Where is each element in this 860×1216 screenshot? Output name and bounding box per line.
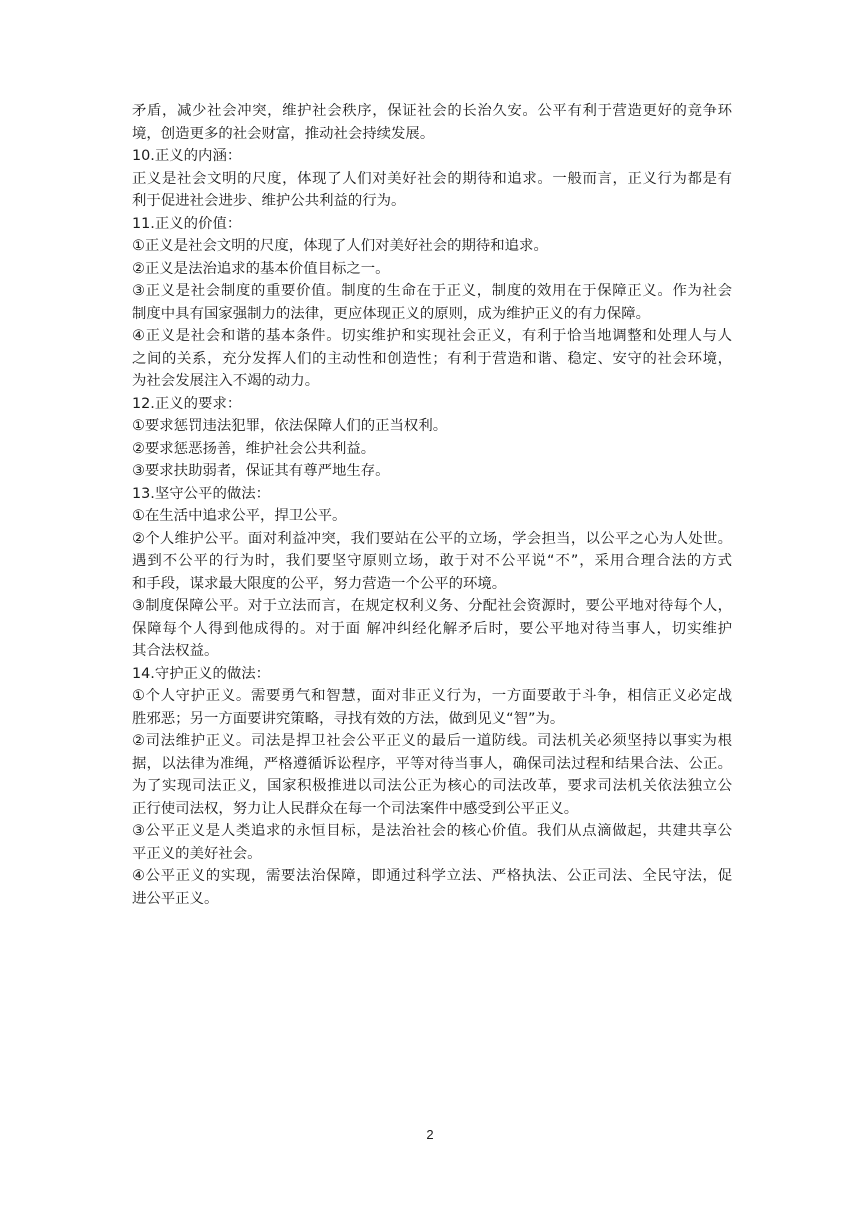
text-line: ③公平正义是人类追求的永恒目标，是法治社会的核心价值。我们从点滴做起，共建共享公 (132, 823, 732, 839)
text-line: 14.守护正义的做法： (132, 665, 271, 682)
text-line: 11.正义的价值： (132, 215, 242, 232)
text-line: 之间的关系，充分发挥人们的主动性和创造性；有利于营造和谐、稳定、安守的社会环境， (132, 350, 732, 367)
text-line: ①在生活中追求公平，捍卫公平。 (132, 508, 347, 524)
text-line: ①要求惩罚违法犯罪，依法保障人们的正当权利。 (132, 418, 448, 434)
text-line: ④公平正义的实现，需要法治保障，即通过科学立法、严格执法、公正司法、全民守法，促 (132, 868, 732, 884)
text-line: 10.正义的内涵： (132, 148, 242, 164)
text-line: ③要求扶助弱者，保证其有尊严地生存。 (132, 463, 390, 479)
page-number: 2 (426, 1127, 434, 1142)
text-line: 其合法权益。 (132, 643, 219, 659)
text-line: 正行使司法权，努力让人民群众在每一个司法案件中感受到公平正义。 (132, 800, 579, 817)
text-line: 13.坚守公平的做法： (132, 485, 271, 502)
text-line: 为了实现司法正义，国家积极推进以司法公正为核心的司法改革，要求司法机关依法独立公 (132, 778, 732, 794)
text-line: 矛盾，减少社会冲突，维护社会秩序，保证社会的长治久安。公平有利于营造更好的竞争环 (132, 103, 732, 119)
text-line: 和手段，谋求最大限度的公平，努力营造一个公平的环境。 (132, 575, 507, 592)
text-line: 利于促进社会进步、维护公共利益的行为。 (132, 193, 406, 209)
text-line: 正义是社会文明的尺度，体现了人们对美好社会的期待和追求。一般而言，正义行为都是有 (132, 170, 732, 187)
text-line: ②个人维护公平。面对利益冲突，我们要站在公平的立场，学会担当，以公平之心为人处世。 (132, 530, 732, 547)
text-line: 12.正义的要求： (132, 395, 242, 412)
text-line: ②司法维护正义。司法是捍卫社会公平正义的最后一道防线。司法机关必须坚持以事实为根 (132, 733, 732, 749)
text-line: 进公平正义。 (132, 890, 219, 907)
text-line: 平正义的美好社会。 (132, 845, 262, 862)
text-line: 胜邪恶；另一方面要讲究策略，寻找有效的方法，做到见义“智”为。 (132, 710, 565, 727)
document-body (132, 100, 732, 910)
text-line: 据，以法律为准绳，严格遵循诉讼程序，平等对待当事人，确保司法过程和结果合法、公正。 (132, 755, 732, 772)
text-line: ②要求惩恶扬善，维护社会公共利益。 (132, 440, 376, 457)
text-line: 遇到不公平的行为时，我们要坚守原则立场，敢于对不公平说“不”，采用合理合法的方式 (132, 553, 732, 569)
text-line: 制度中具有国家强制力的法律，更应体现正义的原则，成为维护正义的有力保障。 (132, 305, 651, 322)
text-line: 境，创造更多的社会财富，推动社会持续发展。 (132, 125, 435, 142)
text-line: 保障每个人得到他成得的。对于面 解冲纠经化解矛后时，要公平地对待当事人，切实维护 (132, 620, 732, 637)
text-line: ①正义是社会文明的尺度，体现了人们对美好社会的期待和追求。 (132, 238, 548, 254)
text-line: ②正义是法治追求的基本价值目标之一。 (132, 260, 390, 277)
text-line: ③正义是社会制度的重要价值。制度的生命在于正义，制度的效用在于保障正义。作为社会 (132, 283, 732, 299)
text-line: ④正义是社会和谐的基本条件。切实维护和实现社会正义，有利于恰当地调整和处理人与人 (132, 328, 732, 344)
text-line: 为社会发展注入不竭的动力。 (132, 373, 320, 389)
text-line: ①个人守护正义。需要勇气和智慧，面对非正义行为，一方面要敢于斗争，相信正义必定战 (132, 688, 732, 704)
text-line: ③制度保障公平。对于立法而言，在规定权利义务、分配社会资源时，要公平地对待每个人， (132, 598, 732, 614)
